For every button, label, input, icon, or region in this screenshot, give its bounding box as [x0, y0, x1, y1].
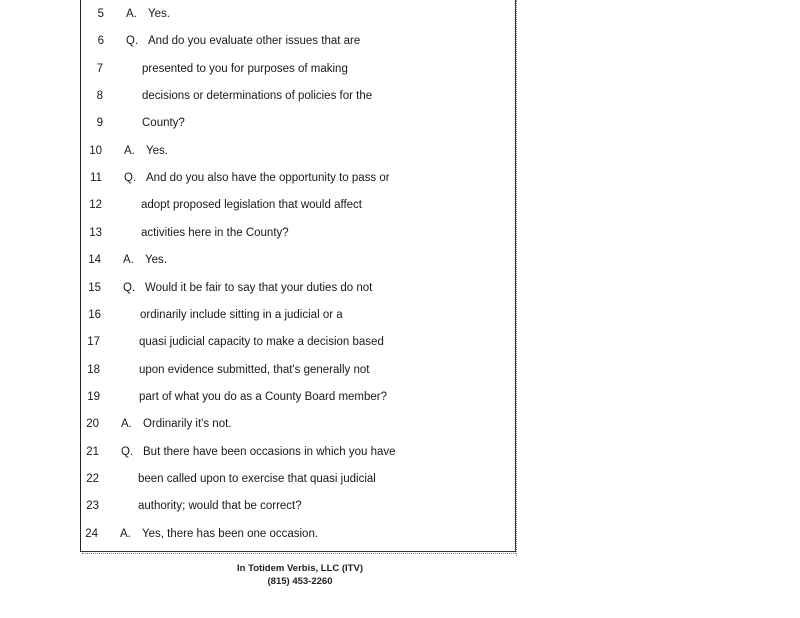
line-text: And do you also have the opportunity to pass or: [146, 172, 390, 185]
scan-edge-bottom: [82, 553, 516, 554]
line-text: Yes.: [146, 144, 168, 157]
transcript-border: [80, 0, 516, 552]
line-number: 6: [97, 35, 104, 48]
line-number: 17: [87, 336, 100, 349]
line-number: 18: [87, 363, 100, 376]
line-number: 9: [96, 117, 103, 130]
line-number: 13: [89, 226, 102, 239]
line-text: Yes.: [145, 254, 167, 267]
question-marker: Q.: [124, 172, 137, 185]
line-number: 15: [88, 281, 101, 294]
line-number: 7: [96, 62, 103, 75]
line-number: 21: [86, 445, 99, 458]
line-number: 11: [90, 172, 102, 185]
line-number: 12: [89, 199, 102, 212]
footer-phone: (815) 453-2260: [267, 576, 333, 587]
question-marker: Q.: [123, 281, 136, 294]
line-number: 20: [86, 418, 99, 431]
line-text: ordinarily include sitting in a judicial or a: [140, 308, 343, 321]
line-text: decisions or determinations of policies for the: [142, 90, 373, 103]
line-number: 10: [89, 144, 102, 157]
answer-marker: A.: [121, 418, 132, 431]
line-number: 19: [87, 390, 100, 403]
line-text: Ordinarily it's not.: [143, 418, 232, 431]
scan-edge-right: [516, 0, 517, 556]
line-number: 5: [97, 8, 104, 20]
answer-marker: A.: [126, 8, 137, 20]
line-text: presented to you for purposes of making: [142, 62, 348, 75]
line-text: activities here in the County?: [141, 226, 289, 239]
answer-marker: A.: [123, 254, 134, 267]
question-marker: Q.: [121, 445, 134, 458]
line-text: Would it be fair to say that your duties do not: [145, 281, 373, 294]
answer-marker: A.: [124, 144, 135, 157]
line-text: part of what you do as a County Board member?: [139, 390, 388, 403]
line-number: 14: [88, 254, 101, 267]
line-text: adopt proposed legislation that would affect: [141, 199, 362, 212]
line-number: 22: [86, 472, 99, 485]
answer-marker: A.: [120, 527, 131, 540]
line-number: 8: [96, 90, 103, 103]
line-text: been called upon to exercise that quasi judicial: [138, 472, 376, 485]
line-text: authority; would that be correct?: [138, 500, 302, 513]
line-text: And do you evaluate other issues that are: [148, 35, 361, 48]
line-text: Yes, there has been one occasion.: [142, 527, 319, 540]
line-text: upon evidence submitted, that's generally not: [139, 363, 370, 376]
footer-company: In Totidem Verbis, LLC (ITV): [237, 563, 363, 574]
line-text: quasi judicial capacity to make a decision based: [139, 336, 384, 349]
line-text: Yes.: [148, 8, 170, 20]
line-text: But there have been occasions in which you have: [143, 445, 396, 458]
line-number: 16: [88, 308, 101, 321]
line-text: County?: [142, 117, 185, 130]
line-number: 23: [86, 500, 99, 513]
line-number: 24: [85, 527, 98, 540]
question-marker: Q.: [126, 35, 139, 48]
